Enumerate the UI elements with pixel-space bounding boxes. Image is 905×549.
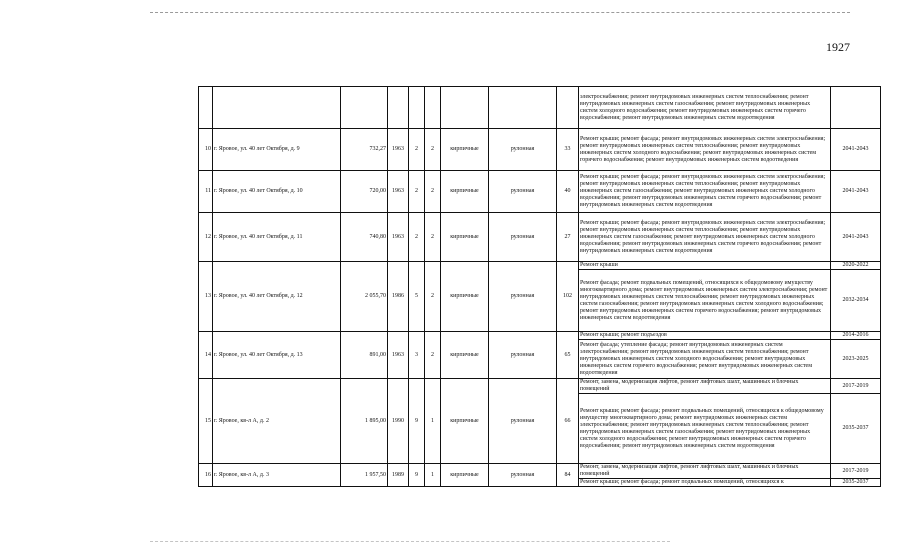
floors-cell <box>409 87 425 129</box>
period-cell: 2017-2019 <box>831 464 881 479</box>
area-cell <box>341 87 388 129</box>
period-cell: 2032-2034 <box>831 270 881 332</box>
walls-cell: кирпичные <box>441 464 489 487</box>
apartments-cell: 40 <box>557 171 579 213</box>
row-number: 16 <box>199 464 213 487</box>
table-body <box>199 87 881 487</box>
table-row <box>199 262 881 270</box>
period-cell: 2020-2022 <box>831 262 881 270</box>
apartments-cell: 27 <box>557 213 579 262</box>
address-cell: г. Яровое, кв-л А, д. 2 <box>213 379 341 464</box>
roof-cell: рулонная <box>489 129 557 171</box>
entrances-cell <box>425 87 441 129</box>
scan-edge-bottom <box>150 541 670 542</box>
works-cell: Ремонт фасада; утепление фасада; ремонт внутридомовых инженерных систем электроснабжения; ремонт внутридомовых инженерных систем теплоснабжения; ремонт внутридомовых инженерных систем холодного водоснабжения; ремонт внутридомовых инженерных систем горячего водоснабжения; ремонт внутридомовых инженерных систем водоотведения <box>579 340 831 379</box>
table-row <box>199 171 881 213</box>
row-number: 12 <box>199 213 213 262</box>
address-cell: г. Яровое, ул. 40 лет Октября, д. 10 <box>213 171 341 213</box>
period-cell: 2023-2025 <box>831 340 881 379</box>
period-cell <box>831 87 881 129</box>
works-cell: Ремонт крыши; ремонт подъездов <box>579 332 831 340</box>
table-row <box>199 464 881 479</box>
year-cell: 1986 <box>388 262 409 332</box>
works-cell: Ремонт крыши; ремонт фасада; ремонт подвальных помещений, относящихся к <box>579 479 831 487</box>
table-row <box>199 379 881 394</box>
scan-edge-top <box>150 12 850 13</box>
row-number <box>199 87 213 129</box>
address-cell: г. Яровое, ул. 40 лет Октября, д. 13 <box>213 332 341 379</box>
walls-cell: кирпичные <box>441 129 489 171</box>
floors-cell: 9 <box>409 379 425 464</box>
floors-cell: 3 <box>409 332 425 379</box>
entrances-cell: 2 <box>425 171 441 213</box>
roof-cell: рулонная <box>489 213 557 262</box>
walls-cell: кирпичные <box>441 379 489 464</box>
floors-cell: 2 <box>409 171 425 213</box>
period-cell: 2035-2037 <box>831 479 881 487</box>
works-cell: Ремонт крыши; ремонт фасада; ремонт подвальных помещений, относящихся к общедомовому имуществу многоквартирного дома; ремонт внутридомовых инженерных систем электроснабжения; ремонт внутридомовых инженерных систем теплоснабжения; ремонт внутридомовых инженерных систем газоснабжения; ремонт внутридомовых инженерных систем холодного водоснабжения; ремонт внутридомовых инженерных систем горячего водоснабжения; ремонт внутридомовых инженерных систем водоотведения <box>579 394 831 464</box>
area-cell: 732,27 <box>341 129 388 171</box>
apartments-cell <box>557 87 579 129</box>
floors-cell: 9 <box>409 464 425 487</box>
apartments-cell: 65 <box>557 332 579 379</box>
walls-cell: кирпичные <box>441 332 489 379</box>
roof-cell: рулонная <box>489 171 557 213</box>
page-number: 1927 <box>826 40 850 54</box>
row-number: 13 <box>199 262 213 332</box>
year-cell: 1963 <box>388 171 409 213</box>
apartments-cell: 84 <box>557 464 579 487</box>
roof-cell <box>489 87 557 129</box>
table-row <box>199 129 881 171</box>
floors-cell: 2 <box>409 213 425 262</box>
period-cell: 2035-2037 <box>831 394 881 464</box>
address-cell: г. Яровое, ул. 40 лет Октября, д. 11 <box>213 213 341 262</box>
roof-cell: рулонная <box>489 332 557 379</box>
repair-program-table <box>198 86 881 487</box>
entrances-cell: 1 <box>425 464 441 487</box>
period-cell: 2041-2043 <box>831 213 881 262</box>
walls-cell: кирпичные <box>441 213 489 262</box>
works-cell: электроснабжения; ремонт внутридомовых инженерных систем теплоснабжения; ремонт внутридомовых инженерных систем газоснабжения; ремонт внутридомовых инженерных систем холодного водоснабжения; ремонт внутридомовых инженерных систем горячего водоснабжения; ремонт внутридомовых инженерных систем водоотведения <box>579 87 831 129</box>
area-cell: 1 957,50 <box>341 464 388 487</box>
floors-cell: 2 <box>409 129 425 171</box>
entrances-cell: 1 <box>425 379 441 464</box>
works-cell: Ремонт фасада; ремонт подвальных помещений, относящихся к общедомовому имуществу многоквартирного дома; ремонт внутридомовых инженерных систем электроснабжения; ремонт внутридомовых инженерных систем теплоснабжения; ремонт внутридомовых инженерных систем газоснабжения; ремонт внутридомовых инженерных систем холодного водоснабжения; ремонт внутридомовых инженерных систем горячего водоснабжения; ремонт внутридомовых инженерных систем водоотведения <box>579 270 831 332</box>
works-cell: Ремонт, замена, модернизация лифтов, ремонт лифтовых шахт, машинных и блочных помещений <box>579 464 831 479</box>
walls-cell: кирпичные <box>441 171 489 213</box>
year-cell: 1989 <box>388 464 409 487</box>
row-number: 10 <box>199 129 213 171</box>
area-cell: 740,80 <box>341 213 388 262</box>
period-cell: 2041-2043 <box>831 129 881 171</box>
walls-cell <box>441 87 489 129</box>
walls-cell: кирпичные <box>441 262 489 332</box>
period-cell: 2041-2043 <box>831 171 881 213</box>
period-cell: 2014-2016 <box>831 332 881 340</box>
works-cell: Ремонт, замена, модернизация лифтов, ремонт лифтовых шахт, машинных и блочных помещений <box>579 379 831 394</box>
year-cell: 1963 <box>388 332 409 379</box>
roof-cell: рулонная <box>489 262 557 332</box>
year-cell: 1990 <box>388 379 409 464</box>
address-cell: г. Яровое, кв-л А, д. 3 <box>213 464 341 487</box>
works-cell: Ремонт крыши; ремонт фасада; ремонт внутридомовых инженерных систем электроснабжения; ремонт внутридомовых инженерных систем теплоснабжения; ремонт внутридомовых инженерных систем газоснабжения; ремонт внутридомовых инженерных систем холодного водоснабжения; ремонт внутридомовых инженерных систем горячего водоснабжения; ремонт внутридомовых инженерных систем водоотведения <box>579 213 831 262</box>
row-number: 11 <box>199 171 213 213</box>
year-cell <box>388 87 409 129</box>
address-cell: г. Яровое, ул. 40 лет Октября, д. 12 <box>213 262 341 332</box>
address-cell <box>213 87 341 129</box>
entrances-cell: 2 <box>425 129 441 171</box>
entrances-cell: 2 <box>425 262 441 332</box>
table-row <box>199 87 881 129</box>
area-cell: 720,00 <box>341 171 388 213</box>
row-number: 15 <box>199 379 213 464</box>
table-row <box>199 213 881 262</box>
year-cell: 1963 <box>388 213 409 262</box>
table-row <box>199 332 881 340</box>
roof-cell: рулонная <box>489 464 557 487</box>
works-cell: Ремонт крыши <box>579 262 831 270</box>
works-cell: Ремонт крыши; ремонт фасада; ремонт внутридомовых инженерных систем электроснабжения; ремонт внутридомовых инженерных систем теплоснабжения; ремонт внутридомовых инженерных систем газоснабжения; ремонт внутридомовых инженерных систем холодного водоснабжения; ремонт внутридомовых инженерных систем горячего водоснабжения; ремонт внутридомовых инженерных систем водоотведения <box>579 171 831 213</box>
area-cell: 891,00 <box>341 332 388 379</box>
entrances-cell: 2 <box>425 332 441 379</box>
area-cell: 1 895,00 <box>341 379 388 464</box>
apartments-cell: 66 <box>557 379 579 464</box>
apartments-cell: 102 <box>557 262 579 332</box>
roof-cell: рулонная <box>489 379 557 464</box>
entrances-cell: 2 <box>425 213 441 262</box>
address-cell: г. Яровое, ул. 40 лет Октября, д. 9 <box>213 129 341 171</box>
apartments-cell: 33 <box>557 129 579 171</box>
works-cell: Ремонт крыши; ремонт фасада; ремонт внутридомовых инженерных систем электроснабжения; ремонт внутридомовых инженерных систем теплоснабжения; ремонт внутридомовых инженерных систем холодного водоснабжения; ремонт внутридомовых инженерных систем горячего водоснабжения; ремонт внутридомовых инженерных систем водоотведения <box>579 129 831 171</box>
year-cell: 1963 <box>388 129 409 171</box>
row-number: 14 <box>199 332 213 379</box>
floors-cell: 5 <box>409 262 425 332</box>
period-cell: 2017-2019 <box>831 379 881 394</box>
area-cell: 2 055,70 <box>341 262 388 332</box>
